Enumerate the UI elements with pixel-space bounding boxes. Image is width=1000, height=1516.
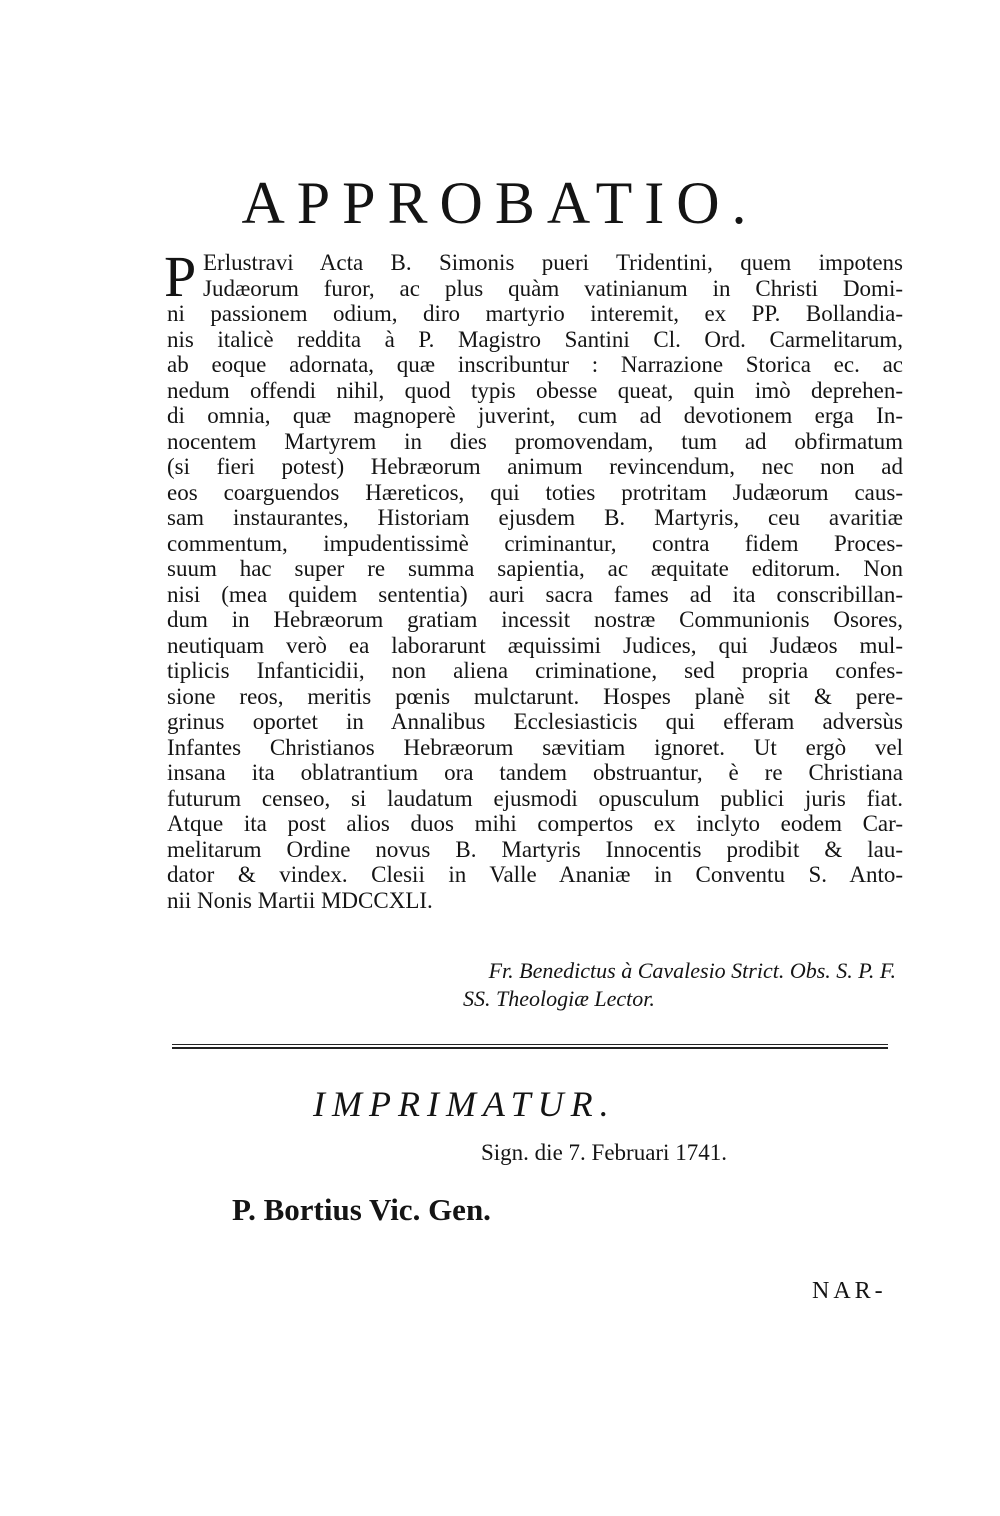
text-line: neutiquam verò ea laborarunt æquissimi Judices, qui Judæos mul- [167, 632, 903, 658]
text-line: Atque ita post alios duos mihi compertos ex inclyto eodem Car- [167, 811, 903, 836]
signature-name: Fr. Benedictus à Cavalesio Strict. Obs. S. P. F. [488, 958, 896, 983]
text-line: Judæorum furor, ac plus quàm vatinianum in Christi Domi- [203, 275, 903, 301]
text-line: nocentem Martyrem in dies promovendam, tum ad obfirmatum [167, 428, 903, 454]
text-line: nii Nonis Martii MDCCXLI. [167, 887, 433, 913]
approbatio-title: APPROBATIO. [241, 170, 759, 236]
approbatio-body [164, 244, 903, 913]
text-line: Erlustravi Acta B. Simonis pueri Tridentini, quem impotens [203, 250, 903, 275]
text-line: di omnia, quæ magnoperè juverint, cum ad devotionem erga In- [167, 403, 903, 428]
text-line: sione reos, meritis pœnis mulctarunt. Hospes planè sit & pere- [167, 683, 903, 709]
text-line: eos coarguendos Hæreticos, qui toties protritam Judæorum caus- [167, 479, 903, 505]
text-line: sam instaurantes, Historiam ejusdem B. Martyris, ceu avaritiæ [167, 505, 903, 530]
text-line: dator & vindex. Clesii in Valle Ananiæ in Conventu S. Anto- [167, 862, 903, 887]
text-line: ab eoque adornata, quæ inscribuntur : Narrazione Storica ec. ac [167, 352, 903, 377]
imprimatur-title: IMPRIMATUR. [313, 1084, 616, 1124]
text-line: ni passionem odium, diro martyrio interemit, ex PP. Bollandia- [167, 301, 903, 326]
text-line: commentum, impudentissimè criminantur, contra fidem Proces- [167, 530, 903, 556]
text-line: tiplicis Infanticidii, non aliena criminatione, sed propria confes- [167, 658, 903, 683]
drop-cap: P [164, 244, 197, 309]
text-line: insana ita oblatrantium ora tandem obstruantur, è re Christiana [167, 760, 903, 785]
text-line: nis italicè reddita à P. Magistro Santini Cl. Ord. Carmelitarum, [167, 326, 903, 352]
text-line: melitarum Ordine novus B. Martyris Innocentis prodibit & lau- [167, 836, 903, 862]
text-line: dum in Hebræorum gratiam incessit nostræ Communionis Osores, [167, 607, 903, 632]
text-line: (si fieri potest) Hebræorum animum revincendum, nec non ad [167, 454, 903, 479]
text-line: Infantes Christianos Hebræorum sævitiam ignoret. Ut ergò vel [167, 734, 903, 760]
sign-date: Sign. die 7. Februari 1741. [481, 1140, 727, 1165]
text-line: futurum censeo, si laudatum ejusmodi opusculum publici juris fiat. [167, 785, 903, 811]
text-line: suum hac super re summa sapientia, ac æquitate editorum. Non [167, 556, 903, 581]
text-line: nisi (mea quidem sententia) auri sacra fames ad ita conscribillan- [167, 581, 903, 607]
text-line: grinus oportet in Annalibus Ecclesiasticis qui efferam adversùs [167, 709, 903, 734]
signature-title: SS. Theologiæ Lector. [463, 986, 655, 1011]
approver-name: P. Bortius Vic. Gen. [232, 1192, 491, 1227]
double-rule-divider [172, 1044, 888, 1049]
text-line: nedum offendi nihil, quod typis obesse queat, quin imò deprehen- [167, 377, 903, 403]
catchword: NAR- [812, 1278, 887, 1304]
